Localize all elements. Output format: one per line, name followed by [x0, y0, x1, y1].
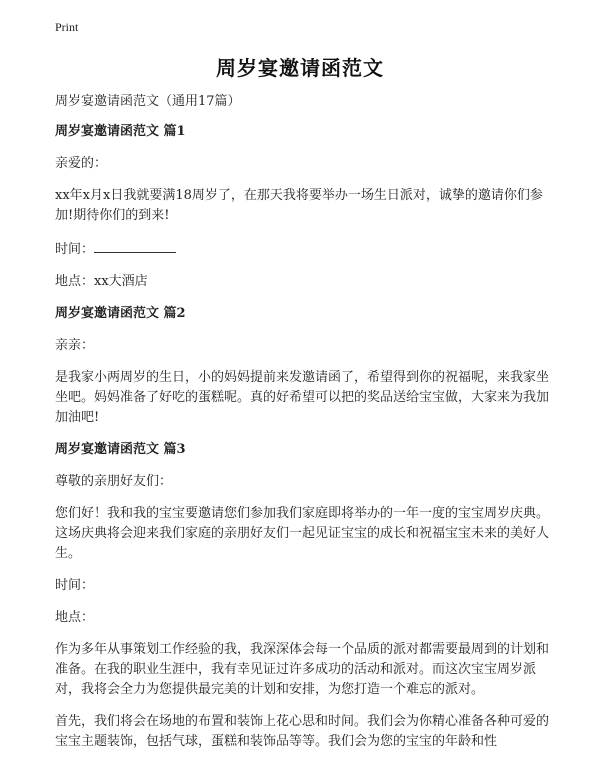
time-blank-underline	[94, 238, 176, 253]
section-3-body-3: 首先，我们将会在场地的布置和装饰上花心思和时间。我们会为你精心准备各种可爱的宝宝主题装饰，包括气球，蛋糕和装饰品等等。我们会为您的宝宝的年龄和性	[55, 714, 550, 749]
section-1-time-line	[55, 238, 550, 260]
section-1-body: xx年x月x日我就要满18周岁了，在那天我将要举办一场生日派对，诚挚的邀请你们参加!期待你们的到来!	[55, 188, 543, 223]
section-3-body-2: 作为多年从事策划工作经验的我，我深深体会每一个品质的派对都需要最周到的计划和准备。在我的职业生涯中，我有幸见证过许多成功的活动和派对。而这次宝宝周岁派对，我将会全力为您提供最完美的计划和安排，为您打造一个难忘的派对。	[55, 642, 550, 697]
section-1-time-label: 时间：	[55, 242, 95, 257]
section-2-body: 是我家小两周岁的生日，小的妈妈提前来发邀请函了，希望得到你的祝福呢，来我家坐坐吧。妈妈准备了好吃的蛋糕呢。真的好希望可以把的奖品送给宝宝做，大家来为我加加油吧!	[55, 370, 550, 425]
section-heading-3: 周岁宴邀请函范文 篇3	[55, 442, 186, 457]
section-heading-1: 周岁宴邀请函范文 篇1	[55, 124, 186, 139]
section-1-location: 地点：xx大酒店	[55, 274, 148, 289]
section-1-greeting: 亲爱的：	[55, 156, 108, 171]
section-3-greeting: 尊敬的亲朋好友们：	[55, 474, 173, 489]
section-3-time-label: 时间：	[55, 578, 95, 593]
document-subtitle: 周岁宴邀请函范文（通用17篇）	[55, 94, 241, 109]
document-content	[55, 92, 550, 764]
print-label: Print	[55, 20, 79, 34]
section-2-greeting: 亲亲：	[55, 338, 95, 353]
section-3-location-label: 地点：	[55, 610, 95, 625]
document-title: 周岁宴邀请函范文	[216, 56, 384, 80]
section-3-body: 您们好！我和我的宝宝要邀请您们参加我们家庭即将举办的一年一度的宝宝周岁庆典。这场庆典将会迎来我们家庭的亲朋好友们一起见证宝宝的成长和祝福宝宝未来的美好人生。	[55, 506, 550, 561]
section-heading-2: 周岁宴邀请函范文 篇2	[55, 306, 186, 321]
